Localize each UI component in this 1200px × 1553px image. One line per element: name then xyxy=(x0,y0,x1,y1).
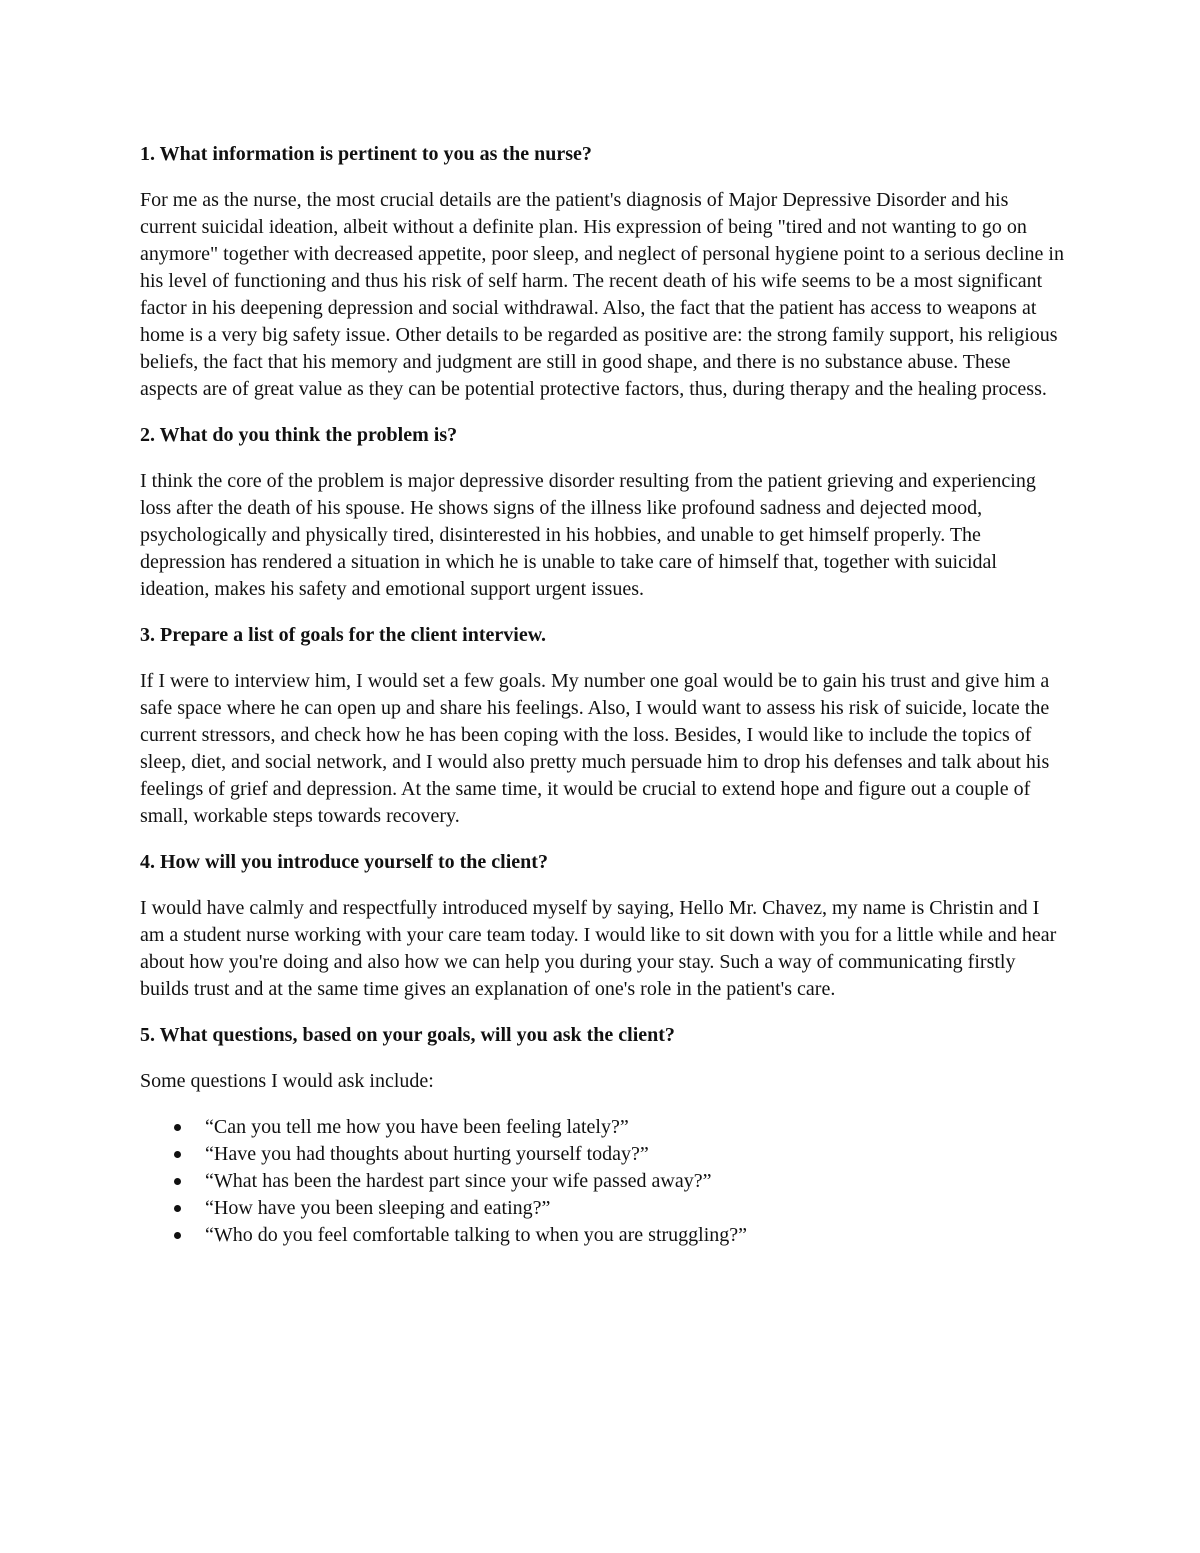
bullet-icon xyxy=(174,1124,181,1131)
list-item xyxy=(140,1222,1065,1249)
list-item xyxy=(140,1168,1065,1195)
bullet-icon xyxy=(174,1205,181,1212)
list-item-text: “Can you tell me how you have been feeling lately?” xyxy=(205,1116,629,1138)
bullet-icon xyxy=(174,1178,181,1185)
answer-1-paragraph: For me as the nurse, the most crucial details are the patient's diagnosis of Major Depressive Disorder and his current suicidal ideation, albeit without a definite plan. His expression of being "tired and not wanting to go on anymore" together with decreased appetite, poor sleep, and neglect of personal hygiene point to a serious decline in his level of functioning and thus his risk of self harm. The recent death of his wife seems to be a most significant factor in his deepening depression and social withdrawal. Also, the fact that the patient has access to weapons at home is a very big safety issue. Other details to be regarded as positive are: the strong family support, his religious beliefs, the fact that his memory and judgment are still in good shape, and there is no substance abuse. These aspects are of great value as they can be potential protective factors, thus, during therapy and the healing process. xyxy=(140,189,1064,400)
list-item-text: “How have you been sleeping and eating?” xyxy=(205,1197,551,1219)
question-5-heading: 5. What questions, based on your goals, will you ask the client? xyxy=(140,1024,675,1046)
list-item xyxy=(140,1195,1065,1222)
question-3-heading: 3. Prepare a list of goals for the client interview. xyxy=(140,624,547,646)
list-item-text: “What has been the hardest part since your wife passed away?” xyxy=(205,1170,712,1192)
question-1-heading: 1. What information is pertinent to you as the nurse? xyxy=(140,143,592,165)
document-body xyxy=(140,141,1065,1249)
question-list xyxy=(140,1114,1065,1249)
list-item-text: “Who do you feel comfortable talking to when you are struggling?” xyxy=(205,1224,748,1246)
question-4-heading: 4. How will you introduce yourself to the client? xyxy=(140,851,548,873)
answer-4-paragraph: I would have calmly and respectfully introduced myself by saying, Hello Mr. Chavez, my name is Christin and I am a student nurse working with your care team today. I would like to sit down with you for a little while and hear about how you're doing and also how we can help you during your stay. Such a way of communicating firstly builds trust and at the same time gives an explanation of one's role in the patient's care. xyxy=(140,897,1057,1000)
list-item-text: “Have you had thoughts about hurting yourself today?” xyxy=(205,1143,649,1165)
answer-3-paragraph: If I were to interview him, I would set a few goals. My number one goal would be to gain his trust and give him a safe space where he can open up and share his feelings. Also, I would want to assess his risk of suicide, locate the current stressors, and check how he has been coping with the loss. Besides, I would like to include the topics of sleep, diet, and social network, and I would also pretty much persuade him to drop his defenses and talk about his feelings of grief and depression. At the same time, it would be crucial to extend hope and figure out a couple of small, workable steps towards recovery. xyxy=(140,670,1050,827)
bullet-icon xyxy=(174,1151,181,1158)
answer-2-paragraph: I think the core of the problem is major depressive disorder resulting from the patient grieving and experiencing loss after the death of his spouse. He shows signs of the illness like profound sadness and dejected mood, psychologically and physically tired, disinterested in his hobbies, and unable to get himself properly. The depression has rendered a situation in which he is unable to take care of himself that, together with suicidal ideation, makes his safety and emotional support urgent issues. xyxy=(140,470,1036,600)
question-2-heading: 2. What do you think the problem is? xyxy=(140,424,458,446)
list-item xyxy=(140,1141,1065,1168)
answer-5-paragraph: Some questions I would ask include: xyxy=(140,1070,434,1092)
list-item xyxy=(140,1114,1065,1141)
bullet-icon xyxy=(174,1232,181,1239)
